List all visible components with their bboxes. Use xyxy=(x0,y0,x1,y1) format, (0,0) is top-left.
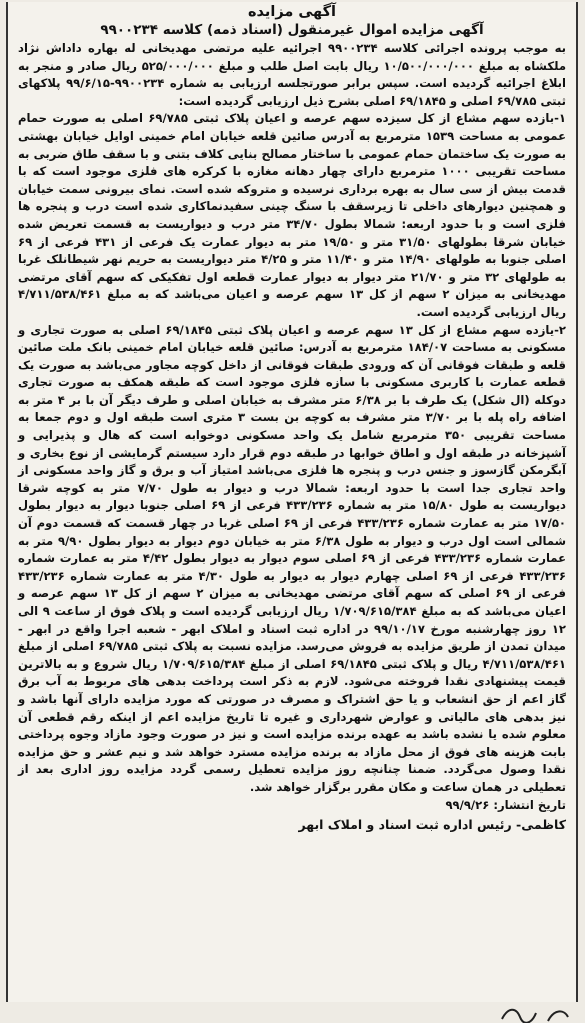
notice-intro-paragraph: به موجب پرونده اجرائی کلاسه ۹۹۰۰۲۳۴ اجرائیه علیه مرتضی مهدیخانی له بهاره داداش نژاد ملکشاه به مبلغ ۱۰/۵۰۰/۰۰۰/۰۰۰ ریال بابت اصل طلب و مبلغ ۵۲۵/۰۰۰/۰۰۰ ریال صادر و منجر به ابلاغ اجرائیه گردیده است. سپس برابر صورتجلسه ارزیابی به شماره ۹۹۰۰۲۳۴-۹۹/۶/۱۵ پلاکهای ثبتی ۶۹/۷۸۵ اصلی و ۶۹/۱۸۴۵ اصلی بشرح ذیل ارزیابی گردیده است: xyxy=(18,41,566,108)
notice-title: آگهی مزایده xyxy=(247,4,337,20)
notice-item-2-paragraph: ۲-یازده سهم مشاع از کل ۱۳ سهم عرصه و اعیان پلاک ثبتی ۶۹/۱۸۴۵ اصلی به صورت تجاری و مسکونی به مساحت ۱۸۴/۰۷ مترمربع به آدرس: صائین قلعه خیابان امام خمینی بانک ملت صائین قلعه و طبقات فوقانی آن که ورودی طبقات فوقانی از داخل کوچه مجاور می‌باشد به صورت یک قطعه عمارت با کاربری مسکونی با سازه فلزی موجود است که طبقه همکف به صورت تجاری دوکله (ال شکل) یک طرف با بر ۶/۳۸ متر مشرف به خیابان اصلی و طرف دیگر آن با بر ۴ متر به اضافه راه پله با بر ۳/۷۰ متر مشرف به کوچه بن بست ۳ متری است طبقه اول و دوم جمعا به مساحت تقریبی ۳۵۰ مترمربع شامل یک واحد مسکونی دوخوابه است که هال و پذیرایی و آشپزخانه در طبقه اول و اطاق خوابها در طبقه دوم قرار دارد سیستم گرمایشی از نوع بخاری و آبگرمکن گازسوز و جنس درب و پنجره ها فلزی می‌باشد امتیاز آب و برق و گاز واحد مسکونی از واحد تجاری جدا است با حدود اربعه: شمالا درب و دیوار به طول ۷/۷۰ متر به کوچه شرقا دیواریست به طول ۱۵/۸۰ متر به شماره ۴۳۳/۲۳۶ فرعی از ۶۹ اصلی جنوبا دیوار به دیوار بطول ۱۷/۵۰ متر به عمارت شماره ۴۳۳/۲۳۶ فرعی از ۶۹ اصلی غربا در چهار قسمت که قسمت دوم آن شمالی است اول درب و دیوار به طول ۶/۳۸ متر به خیابان دوم دیوار به دیوار بطول ۹/۹۰ متر به عمارت شماره ۴۳۳/۲۳۶ فرعی از ۶۹ اصلی سوم دیوار به دیوار بطول ۴/۴۲ متر به عمارت شماره ۴۳۳/۲۳۶ فرعی از ۶۹ اصلی چهارم دیوار به دیوار به طول ۴/۳۰ متر به عمارت شماره ۴۳۳/۲۳۶ فرعی از ۶۹ اصلی که سهم آقای مرتضی مهدیخانی به میزان ۲ سهم از کل ۱۳ سهم عرصه و اعیان می‌باشد که به مبلغ ۱/۷۰۹/۶۱۵/۳۸۴ ریال ارزیابی گردیده است و پلاک فوق از ساعت ۹ الی ۱۲ روز چهارشنبه مورخ ۹۹/۱۰/۱۷ در اداره ثبت اسناد و املاک ابهر - شعبه اجرا واقع در ابهر - میدان تمدن از طریق مزایده به فروش می‌رسد. مزایده نسبت به پلاک ثبتی ۶۹/۷۸۵ اصلی از مبلغ ۴/۷۱۱/۵۳۸/۴۶۱ ریال و پلاک ثبتی ۶۹/۱۸۴۵ اصلی از مبلغ ۱/۷۰۹/۶۱۵/۳۸۴ ریال شروع و به بالاترین قیمت پیشنهادی نقدا فروخته می‌شود. لازم به ذکر است پرداخت بدهی های مربوط به آب برق گاز اعم از حق انشعاب و یا حق اشتراک و مصرف در صورتی که مورد مزایده دارای آنها باشد و نیز بدهی های مالیاتی و عوارض شهرداری و غیره تا تاریخ مزایده اعم از اینکه رقم قطعی آن معلوم شده یا نشده باشد به عهده برنده مزایده است و نیز در صورت وجود مازاد وجوه پرداختی بابت هزینه های فوق از محل مازاد به برنده مزایده مسترد خواهد شد و نیم عشر و حق مزایده نقدا وصول می‌گردد. ضمنا چنانچه روز مزایده تعطیل رسمی گردد مزایده روز اداری بعد از تعطیلی در همان ساعت و مکان مقرر برگزار خواهد شد. xyxy=(18,322,567,794)
handwritten-mark xyxy=(498,1005,578,1023)
auction-notice-clipping xyxy=(6,2,578,1002)
publish-date: تاریخ انتشار: ۹۹/۹/۲۶ xyxy=(445,797,566,812)
signature-line: کاظمی- رئیس اداره ثبت اسناد و املاک ابهر xyxy=(298,817,566,833)
notice-item-1-paragraph: ۱-بازده سهم مشاع از کل سیزده سهم عرصه و اعیان پلاک ثبتی ۶۹/۷۸۵ اصلی به صورت حمام عمومی به مساحت ۱۵۳۹ مترمربع به آدرس صائین قلعه خیابان امام خمینی اوایل خیابان بهشتی به صورت یک ساختمان حمام عمومی با ساختار مصالح بنایی کلاف بتنی و با سقف طاق ضربی به مساحت تقریبی ۱۰۰۰ مترمربع دارای چهار دهانه مغازه با کرکره های فلزی موجود است که با قدمت بیش از سی سال به بهره برداری نرسیده و متروکه شده است. نمای بیرونی سمت خیابان و همچنین دیوارهای داخلی تا زیرسقف با سنگ چینی سفیدنماکاری شده است درب و پنجره ها فلزی است و با حدود اربعه: شمالا بطول ۳۴/۷۰ متر درب و دیواریست به قسمت تعریض شده خیابان شرقا بطولهای ۳۱/۵۰ متر و ۱۹/۵۰ متر به دیوار عمارت یک فرعی از ۴۳۱ فرعی از ۶۹ اصلی جنوبا به طولهای ۱۴/۹۰ متر و ۱۱/۴۰ متر و ۴/۲۵ متر دیواریست به حریم نهر شیطانلک غربا به طولهای ۳۲ متر و ۲۱/۷۰ متر دیوار به دیوار عمارت قطعه اول تفکیکی که سهم آقای مرتضی مهدیخانی به میزان ۲ سهم از کل ۱۳ سهم عرصه و اعیان می‌باشد که به مبلغ ۴/۷۱۱/۵۳۸/۴۶۱ ریال ارزیابی گردیده است. xyxy=(18,111,567,319)
notice-subtitle: آگهی مزایده اموال غیرمنقول (اسناد ذمه) کلاسه ۹۹۰۰۲۳۴ xyxy=(100,22,484,38)
